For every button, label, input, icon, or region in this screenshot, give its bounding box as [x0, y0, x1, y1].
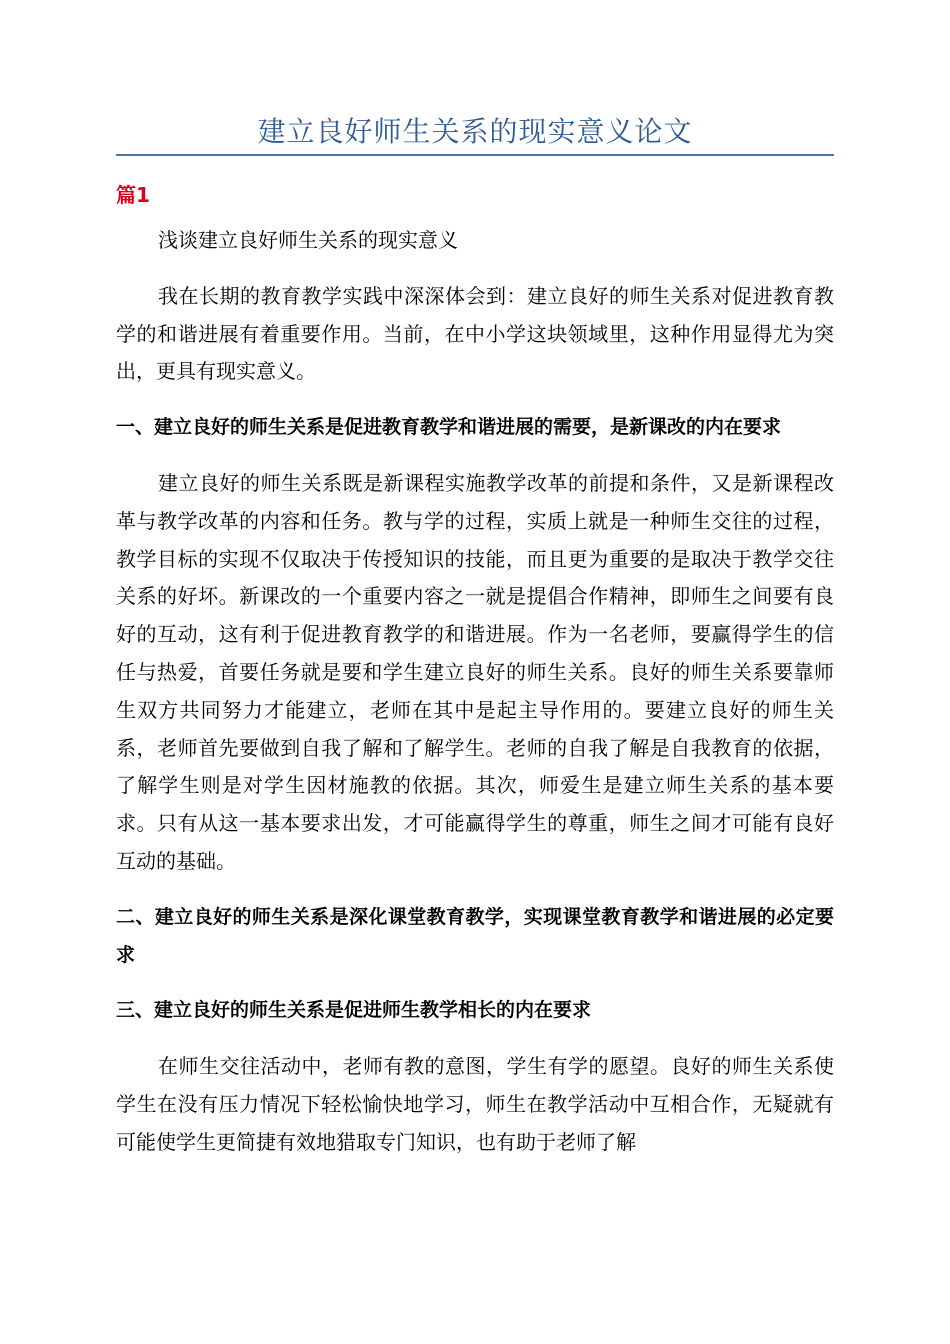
section-label: 篇1 — [116, 183, 150, 207]
article-subtitle: 浅谈建立良好师生关系的现实意义 — [158, 228, 458, 252]
paragraph-body-1: 建立良好的师生关系既是新课程实施教学改革的前提和条件，又是新课程改革与教学改革的内容和任务。教与学的过程，实质上就是一种师生交往的过程，教学目标的实现不仅取决于传授知识的技能，而且更为重要的是取决于教学交往关系的好坏。新课改的一个重要内容之一就是提倡合作精神，即师生之间要有良好的互动，这有利于促进教育教学的和谐进展。作为一名老师，要赢得学生的信任与热爱，首要任务就是要和学生建立良好的师生关系。良好的师生关系要靠师生双方共同努力才能建立，老师在其中是起主导作用的。要建立良好的师生关系，老师首先要做到自我了解和了解学生。老师的自我了解是自我教育的依据，了解学生则是对学生因材施教的依据。其次，师爱生是建立师生关系的基本要求。只有从这一基本要求出发，才可能赢得学生的尊重，师生之间才可能有良好互动的基础。 — [116, 470, 834, 873]
section-heading-1: 一、建立良好的师生关系是促进教育教学和谐进展的需要，是新课改的内在要求 — [116, 416, 782, 439]
document-body — [116, 222, 834, 1162]
section-heading-3: 三、建立良好的师生关系是促进师生教学相长的内在要求 — [116, 999, 592, 1022]
document-title: 建立良好师生关系的现实意义论文 — [257, 115, 693, 148]
paragraph-intro: 我在长期的教育教学实践中深深体会到：建立良好的师生关系对促进教育教学的和谐进展有着重要作用。当前，在中小学这块领域里，这种作用显得尤为突出，更具有现实意义。 — [116, 283, 834, 384]
section-heading-2: 二、建立良好的师生关系是深化课堂教育教学，实现课堂教育教学和谐进展的必定要求 — [116, 905, 834, 966]
paragraph-body-3: 在师生交往活动中，老师有教的意图，学生有学的愿望。良好的师生关系使学生在没有压力情况下轻松愉快地学习，师生在教学活动中互相合作，无疑就有可能使学生更简捷有效地猎取专门知识，也有助于老师了解 — [116, 1054, 834, 1154]
title-underline — [116, 154, 834, 156]
